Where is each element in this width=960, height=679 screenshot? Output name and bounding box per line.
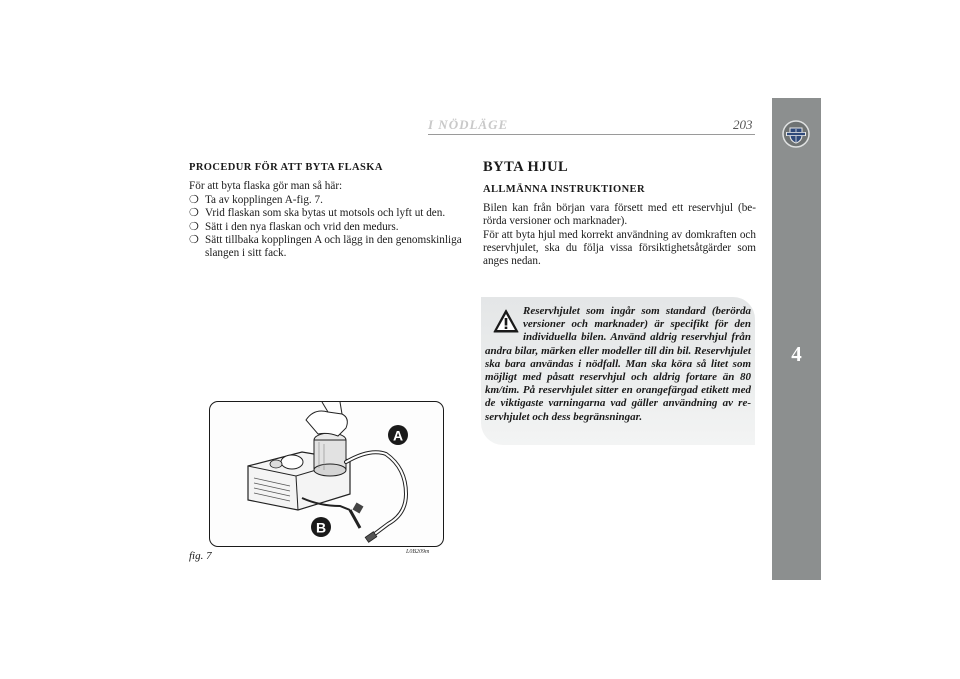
list-item: ❍ Ta av kopplingen A-fig. 7. [189, 193, 323, 206]
chapter-number: 4 [791, 342, 802, 366]
left-column [189, 161, 464, 261]
header-rule [428, 134, 755, 135]
label-a: A [392, 427, 404, 444]
sub-heading: ALLMÄNNA INSTRUKTIONER [483, 184, 645, 196]
compressor-illustration [210, 402, 443, 546]
lancia-shield-icon [782, 120, 810, 148]
warning-text: Reservhjulet som ingår som standard (berörda versioner och marknader) är specifikt för den individuella bilen. Använd aldrig reservhjul från andra bilar, märken eller modeller till din bil. Reservhjulet ska bara användas i nödfall. Man ska köra så litet som möjligt med påsatt reservhjul och aldrig fortare än 80 km/tim. På reservhjulet sitter en orangefärgad etikett med de viktigaste varningarna vad gäller användning av reservhjulet och dess begränsningar. [485, 305, 751, 423]
right-column [483, 161, 756, 269]
bullet-icon: ❍ [189, 207, 199, 220]
figure-illustration [209, 401, 444, 547]
label-b: B [315, 519, 327, 536]
page-number: 203 [733, 117, 753, 132]
procedure-intro: För att byta flaska gör man så här: [189, 180, 343, 193]
list-item: ❍ Sätt i den nya flaskan och vrid den medurs. [189, 220, 399, 233]
chapter-sidebar [772, 98, 821, 580]
section-heading: BYTA HJUL [483, 159, 569, 175]
list-item: ❍ Vrid flaskan som ska bytas ut motsols och lyft ut den. [189, 207, 446, 220]
procedure-steps [189, 194, 464, 261]
figure-code: L0B209m [406, 549, 430, 555]
paragraph: För att byta hjul med korrekt användning av domkraften och reservhjulet, ska du följa vissa försiktighetsåtgärder som anges nedan. [483, 228, 756, 268]
bullet-icon: ❍ [189, 234, 199, 247]
section-title: I NÖDLÄGE [428, 117, 509, 132]
list-item: ❍ Sätt tillbaka kopplingen A och lägg in den genomskinliga slangen i sitt fack. [189, 234, 462, 260]
warning-box [481, 297, 755, 445]
procedure-heading: PROCEDUR FÖR ATT BYTA FLASKA [189, 162, 383, 173]
bullet-icon: ❍ [189, 220, 199, 233]
figure-caption: fig. 7 [189, 550, 212, 562]
bullet-icon: ❍ [189, 193, 199, 206]
paragraph: Bilen kan från början vara försett med ett reservhjul (berörda versioner och marknader). [483, 201, 756, 228]
